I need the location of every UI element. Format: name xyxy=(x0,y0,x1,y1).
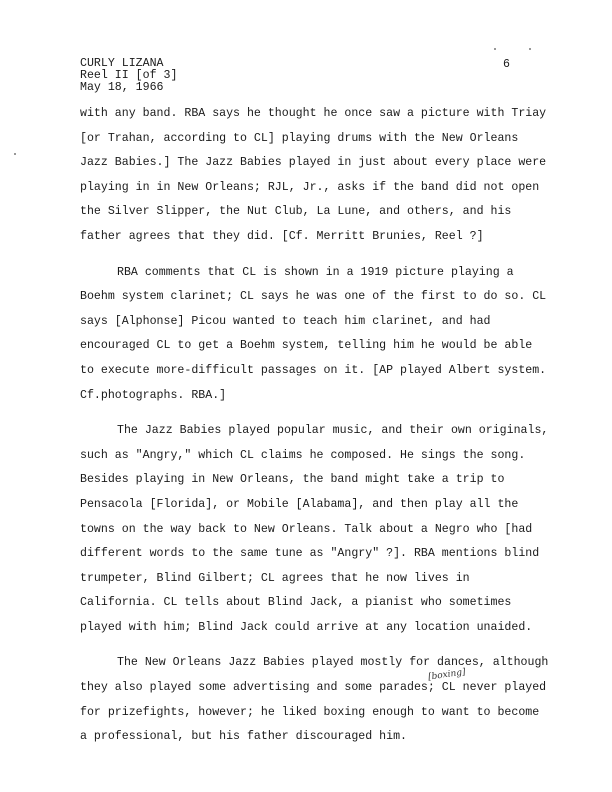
scan-speck xyxy=(529,48,531,50)
handwritten-annotation: [boxing] xyxy=(427,667,467,683)
scan-speck xyxy=(14,153,16,155)
paragraph-1: with any band. RBA says he thought he once saw a picture with Triay [or Trahan, according to CL] playing drums with the New Orleans Jazz Babies.] The Jazz Babies played in just about every place were playing in in New Orleans; RJL, Jr., asks if the band did not open the Silver Slipper, the Nut Club, La Lune, and others, and his father agrees that they did. [Cf. Merritt Brunies, Reel ?] xyxy=(80,107,547,243)
header-date: May 18, 1966 xyxy=(80,81,164,94)
scan-speck xyxy=(494,48,496,50)
page-number: 6 xyxy=(503,58,510,71)
header-name: CURLY LIZANA xyxy=(80,57,164,70)
transcript-header xyxy=(80,58,177,94)
header-reel: Reel II [of 3] xyxy=(80,69,178,82)
paragraph-3: The Jazz Babies played popular music, and their own originals, such as "Angry," which CL claims he composed. He sings the song. Besides playing in New Orleans, the band might take a trip to Pensacola [Florida], or Mobile [Alabama], and then play all the towns on the way back to New Orleans. Talk about a Negro who [had different words to the same tune as "Angry" ?]. RBA mentions blind trumpeter, Blind Gilbert; CL agrees that he now lives in California. CL tells about Blind Jack, a pianist who sometimes played with him; Blind Jack could arrive at any location unaided. xyxy=(80,424,549,634)
paragraph-2: RBA comments that CL is shown in a 1919 picture playing a Boehm system clarinet; CL says he was one of the first to do so. CL says [Alphonse] Picou wanted to teach him clarinet, and had encouraged CL to get a Boehm system, telling him he would be able to execute more-difficult passages on it. [AP played Albert system. Cf.photographs. RBA.] xyxy=(80,265,547,402)
transcript-body xyxy=(80,102,550,750)
paragraph-4: The New Orleans Jazz Babies played mostly for dances, although they also played some advertising and some parades; CL never played for prizefights, however; he liked boxing enough to want to become a professional, but his father discouraged him. xyxy=(80,656,549,744)
